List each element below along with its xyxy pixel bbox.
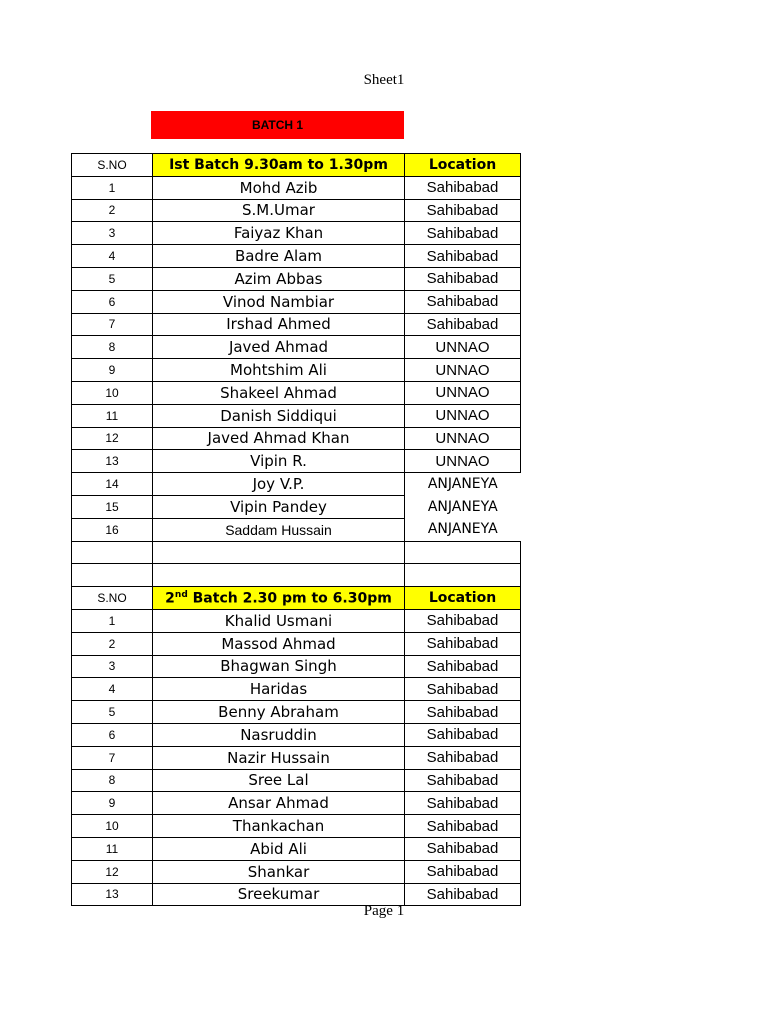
sno-cell: 6 [72,723,153,746]
sno-cell: 12 [72,427,153,450]
sno-cell: 2 [72,632,153,655]
sno-cell: 10 [72,815,153,838]
name-cell: Haridas [153,678,405,701]
sno-cell: 11 [72,837,153,860]
batch2-location-header: Location [405,587,521,610]
empty-cell [72,541,153,564]
batch1-table-row [72,222,521,245]
sno-cell: 7 [72,313,153,336]
sno-cell: 5 [72,701,153,724]
name-cell: Saddam Hussain [153,518,405,541]
location-cell: UNNAO [405,450,521,473]
name-cell: Vipin Pandey [153,495,405,518]
batch2-table-row [72,837,521,860]
location-cell: ANJANEYA [405,495,521,518]
batch2-table-row [72,678,521,701]
name-cell: Mohtshim Ali [153,359,405,382]
name-cell: Ansar Ahmad [153,792,405,815]
location-cell: UNNAO [405,336,521,359]
location-cell: UNNAO [405,404,521,427]
batch1-table-row [72,245,521,268]
batch2-table-row [72,701,521,724]
batch1-table-row [72,518,521,541]
name-cell: Irshad Ahmed [153,313,405,336]
sno-cell: 5 [72,267,153,290]
location-cell: Sahibabad [405,860,521,883]
batch2-table-row [72,723,521,746]
batch2-sno-header: S.NO [72,587,153,610]
name-cell: Javed Ahmad [153,336,405,359]
location-cell: Sahibabad [405,701,521,724]
batch1-sno-header: S.NO [72,154,153,177]
batch1-table-row [72,473,521,496]
location-cell: Sahibabad [405,245,521,268]
spacer-row [72,564,521,587]
sno-cell: 10 [72,381,153,404]
batch1-table-row [72,313,521,336]
sno-cell: 8 [72,336,153,359]
location-cell: Sahibabad [405,267,521,290]
batch2-ordinal-suffix: nd [174,589,188,600]
batch2-header-row [72,587,521,610]
batch1-table-row [72,404,521,427]
location-cell: UNNAO [405,359,521,382]
batch1-table-row [72,199,521,222]
batch1-table-row [72,290,521,313]
location-cell: UNNAO [405,381,521,404]
sheet-title: Sheet1 [363,72,405,88]
location-cell: Sahibabad [405,678,521,701]
name-cell: Shankar [153,860,405,883]
name-cell: Vipin R. [153,450,405,473]
batch-banner [151,111,404,139]
batch2-table-row [72,609,521,632]
attendance-table-body [72,154,521,906]
batch1-table-row [72,495,521,518]
batch2-table-row [72,815,521,838]
name-cell: S.M.Umar [153,199,405,222]
sno-cell: 9 [72,792,153,815]
name-cell: Vinod Nambiar [153,290,405,313]
batch2-table-row [72,769,521,792]
location-cell: Sahibabad [405,769,521,792]
location-cell: Sahibabad [405,883,521,906]
batch2-table-row [72,655,521,678]
sno-cell: 7 [72,746,153,769]
location-cell: Sahibabad [405,632,521,655]
batch-banner-label: BATCH 1 [251,118,304,132]
location-cell: Sahibabad [405,176,521,199]
batch1-location-header: Location [405,154,521,177]
name-cell: Khalid Usmani [153,609,405,632]
name-cell: Azim Abbas [153,267,405,290]
location-cell: Sahibabad [405,746,521,769]
location-cell: Sahibabad [405,313,521,336]
batch1-table-row [72,267,521,290]
sno-cell: 13 [72,450,153,473]
batch1-table-row [72,336,521,359]
sno-cell: 6 [72,290,153,313]
name-cell: Badre Alam [153,245,405,268]
name-cell: Shakeel Ahmad [153,381,405,404]
sno-cell: 9 [72,359,153,382]
empty-cell [72,564,153,587]
batch2-table-row [72,746,521,769]
batch1-table-row [72,427,521,450]
empty-cell [405,541,521,564]
sno-cell: 4 [72,245,153,268]
location-cell: Sahibabad [405,609,521,632]
batch2-table-row [72,632,521,655]
name-cell: Danish Siddiqui [153,404,405,427]
location-cell: Sahibabad [405,290,521,313]
name-cell: Nazir Hussain [153,746,405,769]
location-cell: ANJANEYA [405,473,521,496]
location-cell: Sahibabad [405,199,521,222]
name-cell: Sree Lal [153,769,405,792]
location-cell: Sahibabad [405,222,521,245]
name-cell: Sreekumar [153,883,405,906]
sno-cell: 13 [72,883,153,906]
location-cell: Sahibabad [405,792,521,815]
name-cell: Mohd Azib [153,176,405,199]
name-cell: Thankachan [153,815,405,838]
location-cell: UNNAO [405,427,521,450]
batch2-name-header [153,587,405,610]
empty-cell [153,564,405,587]
batch2-table-row [72,860,521,883]
name-cell: Faiyaz Khan [153,222,405,245]
sno-cell: 16 [72,518,153,541]
sno-cell: 2 [72,199,153,222]
batch2-ordinal: 2 [165,590,175,607]
location-cell: Sahibabad [405,655,521,678]
page-footer: Page 1 [363,903,405,919]
name-cell: Bhagwan Singh [153,655,405,678]
name-cell: Javed Ahmad Khan [153,427,405,450]
name-cell: Massod Ahmad [153,632,405,655]
attendance-table [71,153,521,906]
sno-cell: 1 [72,609,153,632]
batch1-name-header: Ist Batch 9.30am to 1.30pm [153,154,405,177]
name-cell: Abid Ali [153,837,405,860]
name-cell: Joy V.P. [153,473,405,496]
sno-cell: 14 [72,473,153,496]
batch2-name-rest: Batch 2.30 pm to 6.30pm [187,590,392,607]
spacer-row [72,541,521,564]
sno-cell: 3 [72,222,153,245]
sno-cell: 15 [72,495,153,518]
empty-cell [153,541,405,564]
sno-cell: 12 [72,860,153,883]
location-cell: Sahibabad [405,723,521,746]
empty-cell [405,564,521,587]
sno-cell: 3 [72,655,153,678]
location-cell: ANJANEYA [405,518,521,541]
name-cell: Benny Abraham [153,701,405,724]
batch1-header-row [72,154,521,177]
batch2-table-row [72,792,521,815]
sno-cell: 11 [72,404,153,427]
location-cell: Sahibabad [405,815,521,838]
batch1-table-row [72,450,521,473]
batch1-table-row [72,176,521,199]
sno-cell: 1 [72,176,153,199]
name-cell: Nasruddin [153,723,405,746]
location-cell: Sahibabad [405,837,521,860]
sno-cell: 8 [72,769,153,792]
batch1-table-row [72,359,521,382]
batch1-table-row [72,381,521,404]
sno-cell: 4 [72,678,153,701]
